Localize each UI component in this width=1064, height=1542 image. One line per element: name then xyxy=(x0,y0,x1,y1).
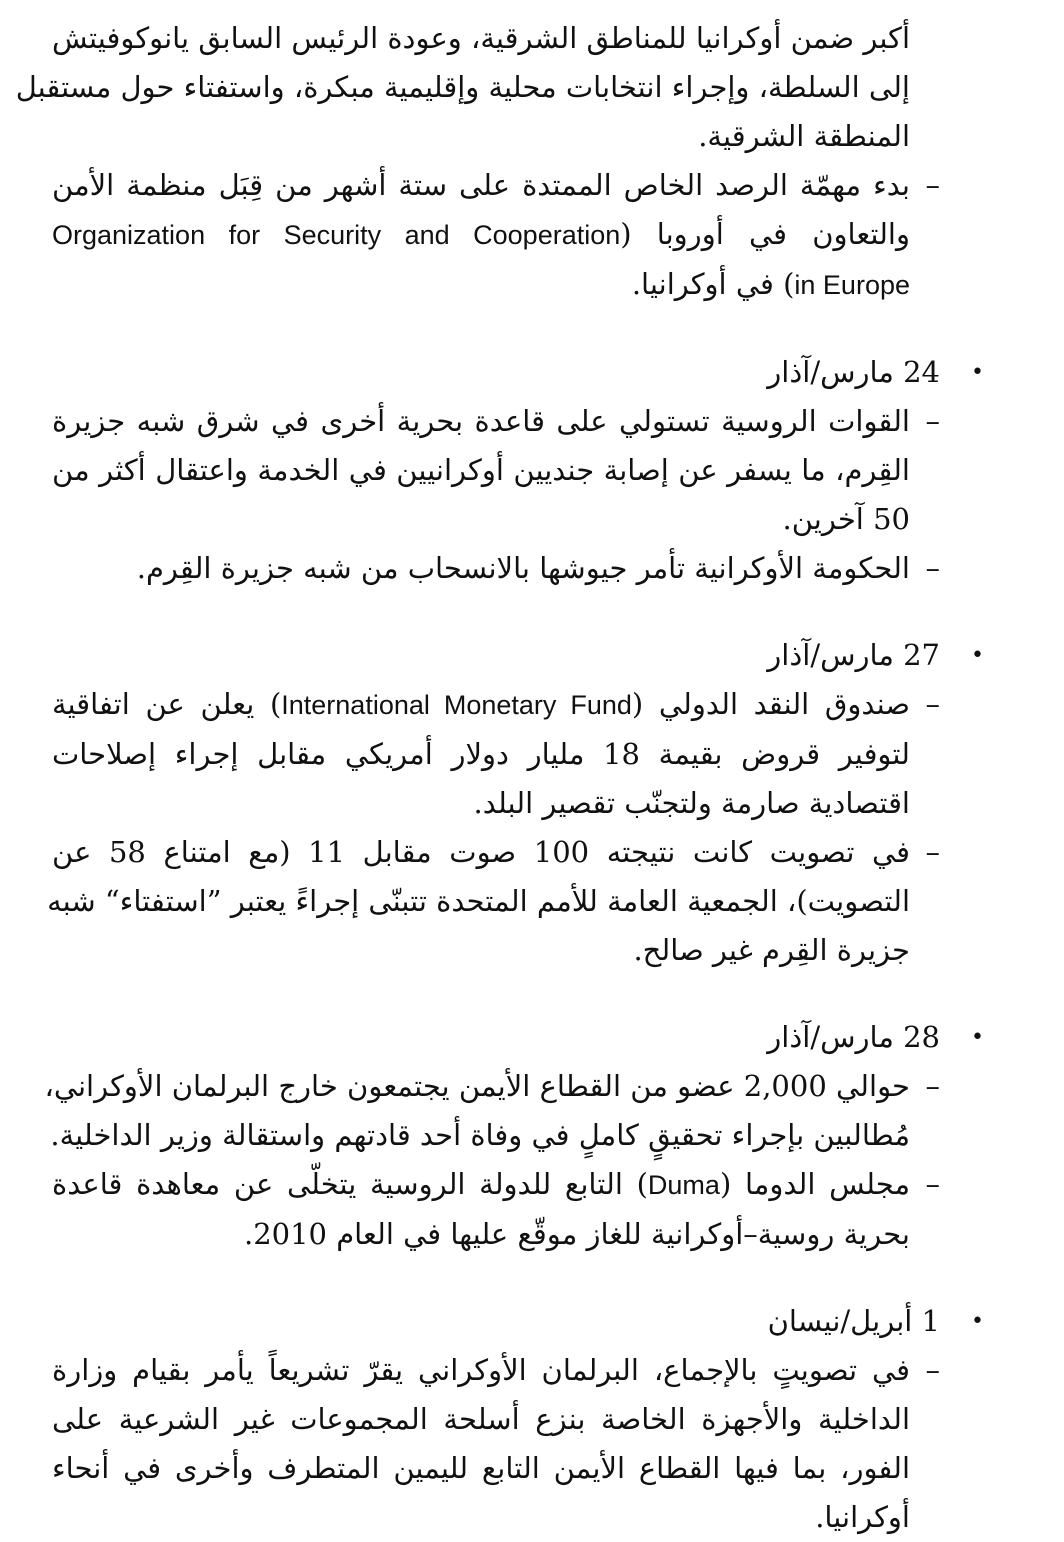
item-line: لتوفير قروض بقيمة 18 مليار دولار أمريكي مقابل إجراء إصلاحات xyxy=(52,737,910,771)
intro-line-2: إلى السلطة، وإجراء انتخابات محلية وإقليمية مبكرة، واستفتاء حول مستقبل xyxy=(15,70,910,104)
dash-marker: – xyxy=(925,404,940,438)
item-line: اقتصادية صارمة ولتجنّب تقصير البلد. xyxy=(473,786,910,820)
item-line: – في تصويت كانت نتيجته 100 صوت مقابل 11 (مع امتناع 58 عن xyxy=(52,828,940,877)
bullet-marker: • xyxy=(971,360,984,385)
entry-date: • 27 مارس/آذار xyxy=(52,631,940,680)
osce-line-3: in Europe) في أوكرانيا. xyxy=(631,267,910,301)
intro-paragraph xyxy=(15,14,940,161)
imf-english-name: International Monetary Fund xyxy=(281,690,632,720)
osce-line-2: والتعاون في أوروبا (Organization for Security and Cooperation xyxy=(52,217,910,251)
item-line: – حوالي 2,000 عضو من القطاع الأيمن يجتمعون خارج البرلمان الأوكراني، xyxy=(52,1062,940,1111)
item-line: الداخلية والأجهزة الخاصة بنزع أسلحة المجموعات غير الشرعية على xyxy=(52,1402,910,1436)
dash-marker: – xyxy=(925,168,940,202)
dash-marker: – xyxy=(925,1167,940,1201)
osce-english-name-end: in Europe xyxy=(794,270,910,300)
item-line: بحرية روسية–أوكرانية للغاز موقّع عليها في العام 2010. xyxy=(243,1217,910,1251)
duma-line-1: – مجلس الدوما (Duma) التابع للدولة الروسية يتخلّى عن معاهدة قاعدة xyxy=(52,1160,940,1210)
bullet-marker: • xyxy=(971,643,984,668)
duma-english-name: Duma xyxy=(647,1170,720,1200)
bullet-marker: • xyxy=(971,1025,984,1050)
item-line: 50 آخرين. xyxy=(782,502,910,536)
entry-27-march xyxy=(47,631,984,975)
entry-24-march xyxy=(52,348,984,593)
entry-date: • 28 مارس/آذار xyxy=(52,1013,940,1062)
dash-marker: – xyxy=(925,835,940,869)
osce-line-1: – بدء مهمّة الرصد الخاص الممتدة على ستة أشهر من قِبَل منظمة الأمن xyxy=(52,161,940,210)
imf-line-1: – صندوق النقد الدولي (International Monetary Fund) يعلن عن اتفاقية xyxy=(52,680,940,730)
item-line: – القوات الروسية تستولي على قاعدة بحرية أخرى في شرق شبه جزيرة xyxy=(52,397,940,446)
dash-marker: – xyxy=(925,1069,940,1103)
dash-marker: – xyxy=(925,551,940,585)
item-line: – في تصويتٍ بالإجماع، البرلمان الأوكراني يقرّ تشريعاً يأمر بقيام وزارة xyxy=(52,1346,940,1395)
item-line: التصويت)، الجمعية العامة للأمم المتحدة تتبنّى إجراءً يعتبر ”استفتاء“ شبه xyxy=(47,884,910,918)
entry-1-april xyxy=(52,1297,984,1542)
entry-date: • 24 مارس/آذار xyxy=(52,348,940,397)
item-line: الفور، بما فيها القطاع الأيمن التابع لليمين المتطرف وأخرى في أنحاء xyxy=(52,1451,910,1485)
intro-line-3: المنطقة الشرقية. xyxy=(698,119,910,153)
intro-line-1: أكبر ضمن أوكرانيا للمناطق الشرقية، وعودة الرئيس السابق يانوكوفيتش xyxy=(52,21,910,55)
item-line: مُطالبين بإجراء تحقيقٍ كاملٍ في وفاة أحد قادتهم واستقالة وزير الداخلية. xyxy=(50,1118,910,1152)
dash-marker: – xyxy=(925,1353,940,1387)
osce-item xyxy=(52,161,940,310)
item-line: – الحكومة الأوكرانية تأمر جيوشها بالانسحاب من شبه جزيرة القِرم. xyxy=(52,544,940,593)
dash-marker: – xyxy=(925,687,940,721)
entry-date: • 1 أبريل/نيسان xyxy=(52,1297,940,1346)
entry-28-march xyxy=(44,1013,984,1259)
osce-english-name: Organization for Security and Cooperation xyxy=(52,220,621,250)
bullet-marker: • xyxy=(971,1309,984,1334)
item-line: القِرم، ما يسفر عن إصابة جنديين أوكرانيين في الخدمة واعتقال أكثر من xyxy=(52,453,910,487)
item-line: أوكرانيا. xyxy=(815,1500,910,1534)
item-line: جزيرة القِرم غير صالح. xyxy=(633,933,910,967)
